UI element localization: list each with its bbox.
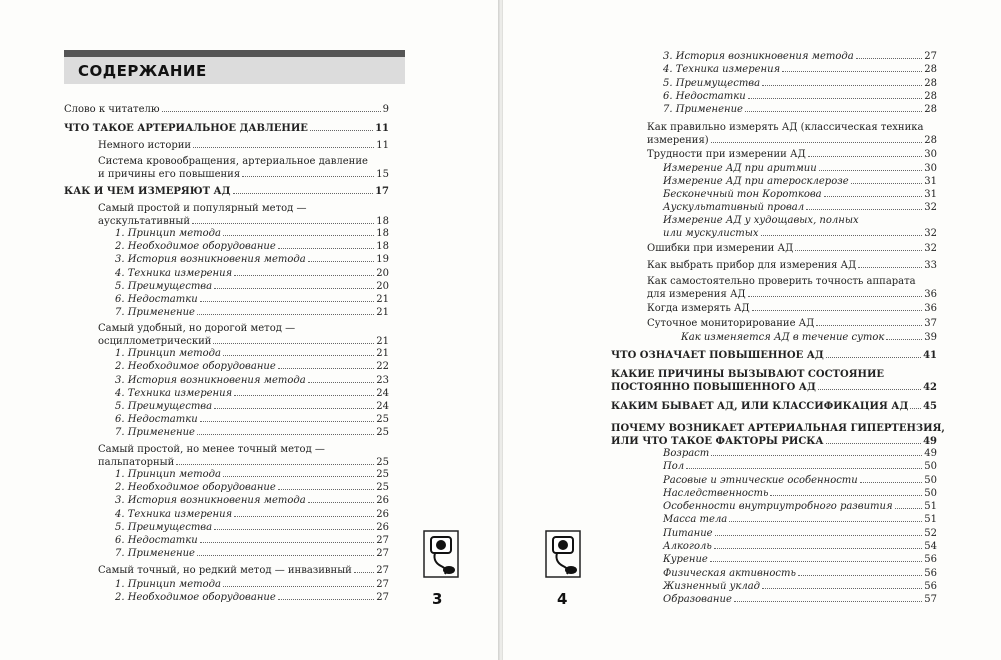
toc-entry[interactable] bbox=[115, 294, 389, 307]
toc-entry[interactable] bbox=[115, 469, 389, 482]
toc-entry[interactable] bbox=[647, 276, 937, 301]
toc-entry-page: 54 bbox=[924, 541, 937, 552]
toc-leader-dots bbox=[354, 572, 374, 573]
toc-entry-label: ЧТО ТАКОЕ АРТЕРИАЛЬНОЕ ДАВЛЕНИЕ bbox=[64, 123, 308, 134]
toc-entry[interactable] bbox=[663, 51, 937, 64]
toc-entry[interactable] bbox=[115, 241, 389, 254]
toc-entry-page: 56 bbox=[924, 568, 937, 579]
toc-entry-page: 41 bbox=[923, 350, 937, 361]
toc-leader-dots bbox=[748, 296, 923, 297]
toc-entry-page: 24 bbox=[376, 401, 389, 412]
toc-entry-label: 4. Техника измерения bbox=[115, 388, 233, 399]
toc-entry[interactable] bbox=[115, 254, 389, 267]
toc-entry[interactable] bbox=[611, 401, 937, 414]
toc-entry[interactable] bbox=[647, 122, 937, 147]
toc-leader-dots bbox=[200, 301, 375, 302]
right-page bbox=[503, 0, 1001, 660]
toc-entry-label-line1: КАКИЕ ПРИЧИНЫ ВЫЗЫВАЮТ СОСТОЯНИЕ bbox=[611, 369, 885, 380]
toc-entry-page: 32 bbox=[924, 227, 937, 239]
toc-entry[interactable] bbox=[115, 228, 389, 241]
toc-entry[interactable] bbox=[663, 104, 937, 117]
toc-entry-page: 18 bbox=[376, 215, 389, 227]
toc-entry-page: 21 bbox=[376, 335, 389, 347]
toc-entry-label: 5. Преимущества bbox=[115, 522, 213, 533]
toc-entry-label-line1: Самый простой и популярный метод — bbox=[98, 203, 307, 214]
toc-entry-label: для измерения АД bbox=[647, 288, 746, 300]
toc-entry-label: Курение bbox=[663, 554, 708, 565]
toc-entry[interactable] bbox=[115, 579, 389, 592]
toc-leader-dots bbox=[910, 408, 921, 409]
blood-pressure-monitor-icon bbox=[423, 530, 459, 578]
toc-entry-label: Аускультативный провал bbox=[663, 202, 805, 213]
toc-leader-dots bbox=[711, 455, 922, 456]
toc-entry-page: 36 bbox=[924, 303, 937, 314]
toc-entry-label: Самый точный, но редкий метод — инвазивный bbox=[98, 565, 352, 576]
toc-entry-page: 9 bbox=[382, 104, 389, 115]
toc-entry-label: 2. Необходимое оборудование bbox=[115, 592, 276, 603]
toc-entry-label: Алкоголь bbox=[663, 541, 712, 552]
toc-entry-label: 7. Применение bbox=[115, 307, 195, 318]
toc-leader-dots bbox=[278, 368, 375, 369]
toc-entry-label: 2. Необходимое оборудование bbox=[115, 241, 276, 252]
toc-entry[interactable] bbox=[663, 594, 937, 607]
toc-entry-label-line1: ПОЧЕМУ ВОЗНИКАЕТ АРТЕРИАЛЬНАЯ ГИПЕРТЕНЗИЯ, bbox=[611, 423, 945, 434]
left-page bbox=[0, 0, 498, 660]
contents-title-bar bbox=[64, 50, 405, 84]
toc-entry[interactable] bbox=[647, 149, 937, 162]
toc-entry-label: 1. Принцип метода bbox=[115, 579, 221, 590]
toc-entry[interactable] bbox=[115, 592, 389, 605]
toc-entry-label-line1: Самый простой, но менее точный метод — bbox=[98, 444, 325, 455]
toc-entry-label-line1: Измерение АД у худощавых, полных bbox=[663, 215, 859, 226]
toc-entry[interactable] bbox=[98, 140, 389, 153]
toc-entry-page: 25 bbox=[376, 456, 389, 468]
toc-entry-page: 15 bbox=[376, 168, 389, 180]
toc-entry-label-line1: Как самостоятельно проверить точность аппарата bbox=[647, 276, 916, 287]
toc-entry-label: измерения) bbox=[647, 134, 709, 146]
toc-entry[interactable] bbox=[663, 501, 937, 514]
toc-entry-label: Немного истории bbox=[98, 140, 192, 151]
toc-leader-dots bbox=[308, 261, 375, 262]
toc-leader-dots bbox=[233, 193, 374, 194]
toc-leader-dots bbox=[162, 111, 381, 112]
toc-entry-label: ЧТО ОЗНАЧАЕТ ПОВЫШЕННОЕ АД bbox=[611, 350, 824, 361]
toc-entry-label: Расовые и этнические особенности bbox=[663, 475, 858, 486]
toc-leader-dots bbox=[234, 516, 374, 517]
toc-leader-dots bbox=[818, 389, 921, 390]
toc-entry[interactable] bbox=[115, 375, 389, 388]
toc-entry-page: 23 bbox=[376, 375, 389, 386]
toc-entry-label: Образование bbox=[663, 594, 732, 605]
toc-entry[interactable] bbox=[115, 307, 389, 320]
toc-entry-label: 1. Принцип метода bbox=[115, 469, 221, 480]
toc-leader-dots bbox=[806, 209, 922, 210]
toc-entry-label: и причины его повышения bbox=[98, 168, 241, 180]
toc-entry[interactable] bbox=[115, 414, 389, 427]
toc-entry[interactable] bbox=[115, 281, 389, 294]
toc-leader-dots bbox=[745, 111, 922, 112]
toc-entry-label: 5. Преимущества bbox=[115, 401, 213, 412]
toc-entry-page: 36 bbox=[924, 288, 937, 300]
toc-entry-page: 24 bbox=[376, 388, 389, 399]
toc-entry-page: 27 bbox=[376, 592, 389, 603]
toc-entry-page: 31 bbox=[924, 189, 937, 200]
toc-leader-dots bbox=[234, 275, 374, 276]
toc-leader-dots bbox=[762, 85, 922, 86]
toc-entry-page: 49 bbox=[924, 448, 937, 459]
toc-entry[interactable] bbox=[663, 554, 937, 567]
toc-entry[interactable] bbox=[647, 260, 937, 273]
toc-entry[interactable] bbox=[663, 568, 937, 581]
toc-entry-page: 25 bbox=[376, 414, 389, 425]
toc-entry-label: 6. Недостатки bbox=[663, 91, 746, 102]
toc-entry-page: 50 bbox=[924, 475, 937, 486]
toc-entry-page: 20 bbox=[376, 281, 389, 292]
toc-entry[interactable] bbox=[115, 427, 389, 440]
toc-leader-dots bbox=[176, 464, 374, 465]
toc-entry[interactable] bbox=[115, 388, 389, 401]
toc-entry-page: 28 bbox=[924, 104, 937, 115]
toc-entry-label: 4. Техника измерения bbox=[115, 509, 233, 520]
toc-entry-page: 49 bbox=[923, 435, 937, 447]
toc-leader-dots bbox=[310, 130, 373, 131]
toc-leader-dots bbox=[213, 343, 374, 344]
toc-entry[interactable] bbox=[663, 448, 937, 461]
toc-entry-page: 11 bbox=[375, 123, 389, 134]
toc-entry-label: 6. Недостатки bbox=[115, 414, 198, 425]
toc-leader-dots bbox=[242, 176, 374, 177]
toc-entry[interactable] bbox=[663, 581, 937, 594]
toc-entry-page: 21 bbox=[376, 348, 389, 359]
toc-entry-label: Как выбрать прибор для измерения АД bbox=[647, 260, 857, 271]
toc-entry[interactable] bbox=[115, 495, 389, 508]
toc-entry[interactable] bbox=[98, 323, 389, 348]
toc-entry-label: Масса тела bbox=[663, 514, 728, 525]
toc-leader-dots bbox=[200, 421, 375, 422]
toc-entry[interactable] bbox=[663, 202, 937, 215]
toc-leader-dots bbox=[197, 314, 374, 315]
toc-entry-label: 2. Необходимое оборудование bbox=[115, 482, 276, 493]
toc-entry-label: Жизненный уклад bbox=[663, 581, 761, 592]
toc-entry-label: аускультативный bbox=[98, 215, 190, 227]
toc-leader-dots bbox=[686, 468, 922, 469]
toc-entry-label: 3. История возникновения метода bbox=[115, 495, 306, 506]
page-number-left: 3 bbox=[432, 590, 443, 608]
toc-entry-label: 6. Недостатки bbox=[115, 535, 198, 546]
toc-entry[interactable] bbox=[663, 475, 937, 488]
toc-entry[interactable] bbox=[115, 401, 389, 414]
toc-entry[interactable] bbox=[663, 176, 937, 189]
toc-entry[interactable] bbox=[663, 215, 937, 240]
toc-entry-label: ПОСТОЯННО ПОВЫШЕННОГО АД bbox=[611, 381, 816, 393]
toc-entry-label: Пол bbox=[663, 461, 685, 472]
toc-leader-dots bbox=[193, 147, 374, 148]
toc-entry-page: 51 bbox=[924, 514, 937, 525]
toc-entry-label-line1: Как правильно измерять АД (классическая техника bbox=[647, 122, 924, 133]
toc-entry[interactable] bbox=[64, 104, 389, 117]
toc-entry-label: или мускулистых bbox=[663, 227, 759, 239]
toc-leader-dots bbox=[798, 575, 922, 576]
toc-leader-dots bbox=[197, 555, 374, 556]
toc-entry-label-line1: Система кровообращения, артериальное давление bbox=[98, 156, 368, 167]
toc-entry[interactable] bbox=[681, 332, 937, 345]
toc-entry-page: 17 bbox=[375, 186, 389, 197]
toc-entry-label-line1: Самый удобный, но дорогой метод — bbox=[98, 323, 296, 334]
toc-entry[interactable] bbox=[647, 303, 937, 316]
toc-entry-page: 26 bbox=[376, 509, 389, 520]
toc-leader-dots bbox=[761, 235, 923, 236]
toc-leader-dots bbox=[192, 223, 374, 224]
toc-entry-label: Ошибки при измерении АД bbox=[647, 243, 794, 254]
toc-entry-label: 5. Преимущества bbox=[663, 78, 761, 89]
toc-entry-page: 56 bbox=[924, 554, 937, 565]
toc-entry-page: 50 bbox=[924, 461, 937, 472]
toc-entry-page: 21 bbox=[376, 307, 389, 318]
toc-entry-page: 50 bbox=[924, 488, 937, 499]
toc-entry-page: 18 bbox=[376, 241, 389, 252]
toc-entry-label: Измерение АД при атеросклерозе bbox=[663, 176, 849, 187]
blood-pressure-monitor-icon bbox=[545, 530, 581, 578]
toc-leader-dots bbox=[714, 548, 922, 549]
toc-entry[interactable] bbox=[115, 522, 389, 535]
toc-entry[interactable] bbox=[115, 361, 389, 374]
toc-entry[interactable] bbox=[663, 488, 937, 501]
toc-entry-label: Бесконечный тон Короткова bbox=[663, 189, 822, 200]
toc-entry-page: 28 bbox=[924, 64, 937, 75]
toc-entry-label: Питание bbox=[663, 528, 713, 539]
toc-entry-label: Возраст bbox=[663, 448, 710, 459]
toc-entry-page: 30 bbox=[924, 163, 937, 174]
toc-entry-label: 2. Необходимое оборудование bbox=[115, 361, 276, 372]
toc-leader-dots bbox=[197, 434, 374, 435]
toc-entry-page: 28 bbox=[924, 91, 937, 102]
toc-entry[interactable] bbox=[64, 186, 389, 199]
toc-entry-page: 45 bbox=[923, 401, 937, 412]
toc-entry-page: 57 bbox=[924, 594, 937, 605]
toc-entry-page: 52 bbox=[924, 528, 937, 539]
toc-entry-label: Когда измерять АД bbox=[647, 303, 750, 314]
toc-entry-page: 25 bbox=[376, 482, 389, 493]
toc-entry-label: 7. Применение bbox=[115, 427, 195, 438]
toc-entry-label: КАК И ЧЕМ ИЗМЕРЯЮТ АД bbox=[64, 186, 231, 197]
toc-entry-page: 19 bbox=[376, 254, 389, 265]
toc-leader-dots bbox=[748, 98, 923, 99]
toc-entry[interactable] bbox=[663, 91, 937, 104]
toc-entry-page: 33 bbox=[924, 260, 937, 271]
toc-entry[interactable] bbox=[115, 482, 389, 495]
toc-entry-label: Измерение АД при аритмии bbox=[663, 163, 817, 174]
toc-entry-page: 27 bbox=[376, 548, 389, 559]
toc-leader-dots bbox=[715, 535, 923, 536]
toc-leader-dots bbox=[308, 382, 375, 383]
toc-entry-page: 28 bbox=[924, 78, 937, 89]
toc-entry-label: 3. История возникновения метода bbox=[663, 51, 854, 62]
toc-entry[interactable] bbox=[611, 350, 937, 363]
toc-leader-dots bbox=[826, 443, 922, 444]
toc-entry-page: 22 bbox=[376, 361, 389, 372]
toc-entry[interactable] bbox=[663, 189, 937, 202]
toc-entry-label: Как изменяется АД в течение суток bbox=[681, 332, 885, 343]
toc-entry-page: 28 bbox=[924, 134, 937, 146]
toc-entry-label: Физическая активность bbox=[663, 568, 796, 579]
toc-leader-dots bbox=[308, 502, 375, 503]
toc-entry-page: 25 bbox=[376, 427, 389, 438]
toc-entry-label: осциллометрический bbox=[98, 335, 212, 347]
toc-leader-dots bbox=[200, 542, 375, 543]
toc-entry-page: 26 bbox=[376, 495, 389, 506]
toc-entry-label: Слово к читателю bbox=[64, 104, 160, 115]
toc-entry[interactable] bbox=[98, 203, 389, 228]
toc-leader-dots bbox=[214, 408, 374, 409]
toc-leader-dots bbox=[762, 588, 922, 589]
toc-leader-dots bbox=[826, 357, 921, 358]
toc-entry-page: 27 bbox=[924, 51, 937, 62]
toc-entry-page: 42 bbox=[923, 381, 937, 393]
toc-entry[interactable] bbox=[98, 156, 389, 181]
toc-leader-dots bbox=[729, 521, 922, 522]
toc-entry-page: 27 bbox=[376, 535, 389, 546]
toc-entry[interactable] bbox=[647, 243, 937, 256]
toc-entry-label: 1. Принцип метода bbox=[115, 228, 221, 239]
toc-entry[interactable] bbox=[663, 541, 937, 554]
toc-leader-dots bbox=[858, 267, 922, 268]
toc-entry[interactable] bbox=[98, 565, 389, 578]
contents-title: СОДЕРЖАНИЕ bbox=[78, 62, 207, 80]
toc-entry-label: ИЛИ ЧТО ТАКОЕ ФАКТОРЫ РИСКА bbox=[611, 435, 824, 447]
toc-leader-dots bbox=[278, 489, 375, 490]
toc-entry[interactable] bbox=[611, 369, 937, 394]
toc-entry-page: 25 bbox=[376, 469, 389, 480]
toc-leader-dots bbox=[782, 71, 922, 72]
toc-entry[interactable] bbox=[115, 268, 389, 281]
toc-leader-dots bbox=[223, 476, 374, 477]
toc-entry[interactable] bbox=[98, 444, 389, 469]
toc-leader-dots bbox=[223, 355, 374, 356]
toc-entry-page: 18 bbox=[376, 228, 389, 239]
toc-entry-label: Наследственность bbox=[663, 488, 769, 499]
toc-leader-dots bbox=[278, 599, 375, 600]
toc-entry-page: 30 bbox=[924, 149, 937, 160]
toc-leader-dots bbox=[711, 142, 923, 143]
toc-leader-dots bbox=[734, 601, 922, 602]
toc-entry[interactable] bbox=[663, 528, 937, 541]
toc-leader-dots bbox=[851, 183, 923, 184]
toc-entry-page: 11 bbox=[376, 140, 389, 151]
toc-entry[interactable] bbox=[115, 548, 389, 561]
toc-entry-label: 7. Применение bbox=[663, 104, 743, 115]
toc-entry-page: 31 bbox=[924, 176, 937, 187]
toc-leader-dots bbox=[795, 250, 922, 251]
toc-leader-dots bbox=[214, 529, 374, 530]
toc-leader-dots bbox=[770, 495, 922, 496]
toc-entry[interactable] bbox=[663, 461, 937, 474]
toc-leader-dots bbox=[816, 325, 922, 326]
toc-leader-dots bbox=[895, 508, 923, 509]
toc-entry[interactable] bbox=[115, 348, 389, 361]
toc-leader-dots bbox=[234, 395, 374, 396]
toc-leader-dots bbox=[752, 310, 923, 311]
toc-leader-dots bbox=[214, 288, 374, 289]
toc-entry[interactable] bbox=[663, 514, 937, 527]
toc-leader-dots bbox=[223, 235, 374, 236]
page-number-right: 4 bbox=[557, 590, 568, 608]
toc-entry-label: 7. Применение bbox=[115, 548, 195, 559]
toc-leader-dots bbox=[808, 156, 923, 157]
toc-entry-page: 37 bbox=[924, 318, 937, 329]
toc-entry[interactable] bbox=[647, 318, 937, 331]
toc-entry-label: 4. Техника измерения bbox=[663, 64, 781, 75]
toc-entry-page: 39 bbox=[924, 332, 937, 343]
toc-entry-page: 27 bbox=[376, 579, 389, 590]
toc-entry-label: 5. Преимущества bbox=[115, 281, 213, 292]
toc-entry-page: 32 bbox=[924, 202, 937, 213]
toc-entry-label: пальпаторный bbox=[98, 456, 175, 468]
toc-entry-label: Особенности внутриутробного развития bbox=[663, 501, 893, 512]
toc-entry-label: 3. История возникновения метода bbox=[115, 254, 306, 265]
toc-entry[interactable] bbox=[663, 64, 937, 77]
toc-entry-label: Трудности при измерении АД bbox=[647, 149, 806, 160]
toc-entry-label: 6. Недостатки bbox=[115, 294, 198, 305]
toc-entry-label: 4. Техника измерения bbox=[115, 268, 233, 279]
toc-entry-page: 32 bbox=[924, 243, 937, 254]
toc-entry-page: 20 bbox=[376, 268, 389, 279]
toc-leader-dots bbox=[856, 58, 923, 59]
toc-entry-label: 3. История возникновения метода bbox=[115, 375, 306, 386]
toc-entry[interactable] bbox=[611, 423, 945, 448]
toc-entry[interactable] bbox=[115, 509, 389, 522]
toc-leader-dots bbox=[278, 248, 375, 249]
toc-entry-page: 56 bbox=[924, 581, 937, 592]
toc-leader-dots bbox=[710, 561, 922, 562]
toc-leader-dots bbox=[819, 170, 923, 171]
toc-leader-dots bbox=[886, 339, 922, 340]
toc-entry-page: 21 bbox=[376, 294, 389, 305]
toc-entry-page: 27 bbox=[376, 565, 389, 576]
toc-leader-dots bbox=[223, 586, 374, 587]
toc-entry[interactable] bbox=[64, 123, 389, 136]
toc-entry-page: 26 bbox=[376, 522, 389, 533]
toc-entry-label: Суточное мониторирование АД bbox=[647, 318, 815, 329]
toc-entry[interactable] bbox=[115, 535, 389, 548]
toc-entry[interactable] bbox=[663, 78, 937, 91]
toc-entry-label: 1. Принцип метода bbox=[115, 348, 221, 359]
toc-leader-dots bbox=[824, 196, 923, 197]
toc-entry-page: 51 bbox=[924, 501, 937, 512]
toc-entry[interactable] bbox=[663, 163, 937, 176]
toc-entry-label: КАКИМ БЫВАЕТ АД, ИЛИ КЛАССИФИКАЦИЯ АД bbox=[611, 401, 909, 412]
toc-leader-dots bbox=[860, 482, 923, 483]
